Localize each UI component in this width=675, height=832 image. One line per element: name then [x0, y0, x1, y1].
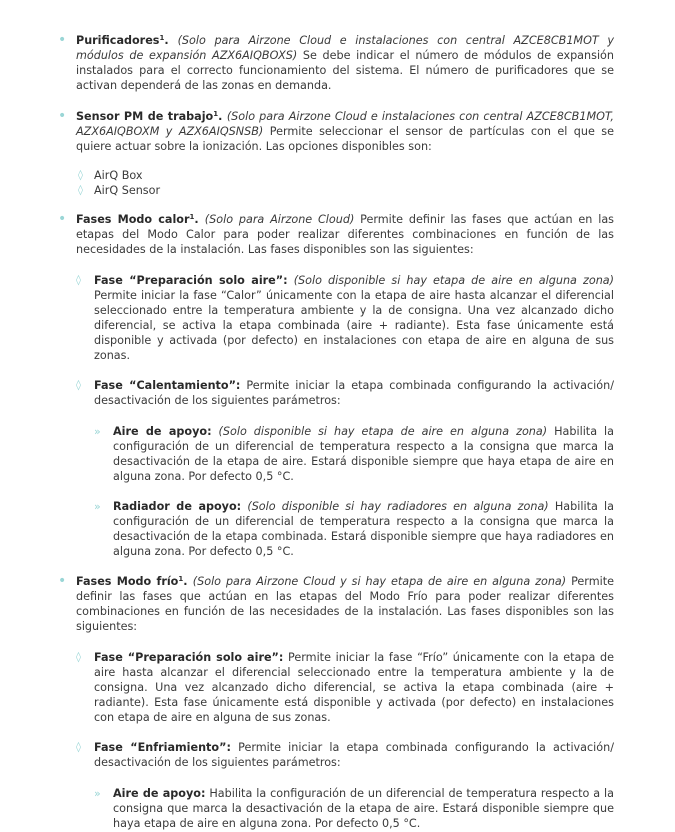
- param-title: Radiador de apoyo:: [113, 500, 242, 513]
- param-note: (Solo disponible si hay radiadores en alguna zona): [247, 500, 549, 513]
- param-body: Habilita la configuración de un diferencial de temperatura respecto a la consigna que marca la desactivación de la etapa de aire. Estará disponible siempre que haya etapa de aire en alguna zona. Por defecto 0,5 °C.: [113, 425, 614, 483]
- double-chevron-bullet-icon: »: [94, 787, 100, 800]
- phase-title: Fase “Preparación solo aire”:: [94, 274, 288, 287]
- footnote-marker: 1: [159, 34, 165, 42]
- double-chevron-bullet-icon: »: [94, 425, 100, 438]
- section-title: Fases Modo frío: [76, 575, 179, 588]
- section-note: (Solo para Airzone Cloud): [204, 213, 355, 226]
- section-body: Permite definir las fases que actúan en las etapas del Modo Calor para poder realizar diferentes combinaciones en función de las necesidades de la instalación. Las fases disponibles son las siguientes:: [76, 213, 615, 256]
- section-title: Purificadores: [76, 34, 160, 47]
- param-title: Aire de apoyo:: [113, 787, 206, 800]
- phase-title: Fase “Preparación solo aire”:: [94, 651, 284, 664]
- diamond-bullet-icon: ◊: [78, 170, 83, 181]
- footnote-marker: 1: [178, 575, 184, 583]
- phase-body: Permite iniciar la etapa combinada configurando la activación/ desactivación de los siguientes parámetros:: [94, 741, 614, 769]
- section-fases-calor: Fases Modo calor$^1$. (Solo para Airzone Cloud) Permite definir las fases que actúan en las etapas del Modo Calor para poder realizar diferentes combinaciones en función de las necesidades de la instalación. Las fases disponibles son las siguientes:: [76, 213, 615, 256]
- bullet-dot-icon: •: [58, 211, 67, 227]
- option-airq-sensor: AirQ Sensor: [94, 184, 161, 197]
- option-airq-box: AirQ Box: [94, 169, 143, 182]
- param-radiador-apoyo: [113, 499, 614, 559]
- section-purificadores: Purificadores$^1$. (Solo para Airzone Cloud e instalaciones con central AZCE8CB1MOT y módulos de expansión AZX6AIQBOXS) Se debe indicar el número de módulos de expansión instalados para el correcto funcionamiento del sistema. El número de purificadores que se activan dependerá de las zonas en demanda.: [76, 34, 614, 92]
- section-title: Sensor PM de trabajo: [76, 110, 214, 123]
- phase-body: Permite iniciar la etapa combinada configurando la activación/ desactivación de los siguientes parámetros:: [94, 379, 614, 407]
- section-title: Fases Modo calor: [76, 213, 190, 226]
- param-body: Habilita la configuración de un diferencial de temperatura respecto a la consigna que marca la desactivación de la etapa combinada. Estará disponible siempre que haya radiadores en alguna zona. Por defecto 0,5 °C.: [113, 500, 614, 558]
- phase-calor-preparacion: [94, 273, 614, 363]
- section-sensor-pm: Sensor PM de trabajo$^1$. (Solo para Airzone Cloud e instalaciones con central AZCE8CB1MOT, AZX6AIQBOXM y AZX6AIQSNSB) Permite seleccionar el sensor de partículas con el que se quiere actuar sobre la ionización. Las opciones disponibles son:: [76, 110, 615, 153]
- phase-calor-calentamiento: [94, 378, 614, 408]
- section-note: (Solo para Airzone Cloud y si hay etapa de aire en alguna zona): [192, 575, 567, 588]
- section-fases-frio: Fases Modo frío$^1$. (Solo para Airzone Cloud y si hay etapa de aire en alguna zona) Permite definir las fases que actúan en las etapas del Modo Frío para poder realizar diferentes combinaciones en función de las necesidades de la instalación. Las fases disponibles son las siguientes:: [76, 575, 614, 633]
- phase-title: Fase “Calentamiento”:: [94, 379, 241, 392]
- param-aire-apoyo-frio: [113, 786, 614, 831]
- param-note: (Solo disponible si hay etapa de aire en alguna zona): [218, 425, 548, 438]
- diamond-bullet-icon: ◊: [76, 742, 81, 753]
- phase-frio-enfriamiento: [94, 740, 614, 770]
- section-body: Se debe indicar el número de módulos de expansión instalados para el correcto funcionamiento del sistema. El número de purificadores que se activan dependerá de las zonas en demanda.: [76, 49, 614, 92]
- phase-body: Permite iniciar la fase “Calor” únicamente con la etapa de aire hasta alcanzar el diferencial seleccionado entre la temperatura ambiente y la de consigna. Una vez alcanzado dicho diferencial, se activa la etapa combinada (aire + radiante). Esta fase únicamente está disponible y activada (por defecto) en instalaciones con etapa de aire en alguna de sus zonas.: [94, 289, 614, 362]
- section-note: (Solo para Airzone Cloud e instalaciones con central AZCE8CB1MOT, AZX6AIQBOXM y AZX6AIQSNSB): [76, 110, 614, 138]
- section-body: Permite definir las fases que actúan en las etapas del Modo Frío para poder realizar diferentes combinaciones en función de las necesidades de la instalación. Las fases disponibles son las siguientes:: [76, 575, 614, 633]
- param-aire-apoyo-calor: [113, 424, 614, 484]
- phase-frio-preparacion: [94, 650, 614, 725]
- section-note: (Solo para Airzone Cloud e instalaciones con central AZCE8CB1MOT y módulos de expansión AZX6AIQBOXS): [76, 34, 614, 62]
- footnote-marker: 1: [213, 110, 219, 118]
- section-body: Permite seleccionar el sensor de partículas con el que se quiere actuar sobre la ionización. Las opciones disponibles son:: [76, 125, 615, 153]
- bullet-dot-icon: •: [58, 573, 67, 589]
- phase-note: (Solo disponible si hay etapa de aire en alguna zona): [293, 274, 615, 287]
- param-body: Habilita la configuración de un diferencial de temperatura respecto a la consigna que marca la desactivación de la etapa de aire. Estará disponible siempre que haya etapa de aire en alguna zona. Por defecto 0,5 °C.: [113, 787, 614, 830]
- bullet-dot-icon: •: [58, 108, 67, 124]
- param-title: Aire de apoyo:: [113, 425, 212, 438]
- bullet-dot-icon: •: [58, 32, 67, 48]
- diamond-bullet-icon: ◊: [78, 185, 83, 196]
- diamond-bullet-icon: ◊: [76, 652, 81, 663]
- phase-body: Permite iniciar la fase “Frío” únicamente con la etapa de aire hasta alcanzar el diferencial seleccionado entre la temperatura ambiente y la de consigna. Una vez alcanzado dicho diferencial, se activa la etapa combinada (aire + radiante). Esta fase únicamente está disponible y activada (por defecto) en instalaciones con etapa de aire en alguna de sus zonas.: [94, 651, 614, 724]
- double-chevron-bullet-icon: »: [94, 500, 100, 513]
- footnote-marker: 1: [189, 213, 195, 221]
- phase-title: Fase “Enfriamiento”:: [94, 741, 231, 754]
- diamond-bullet-icon: ◊: [76, 380, 81, 391]
- diamond-bullet-icon: ◊: [76, 275, 81, 286]
